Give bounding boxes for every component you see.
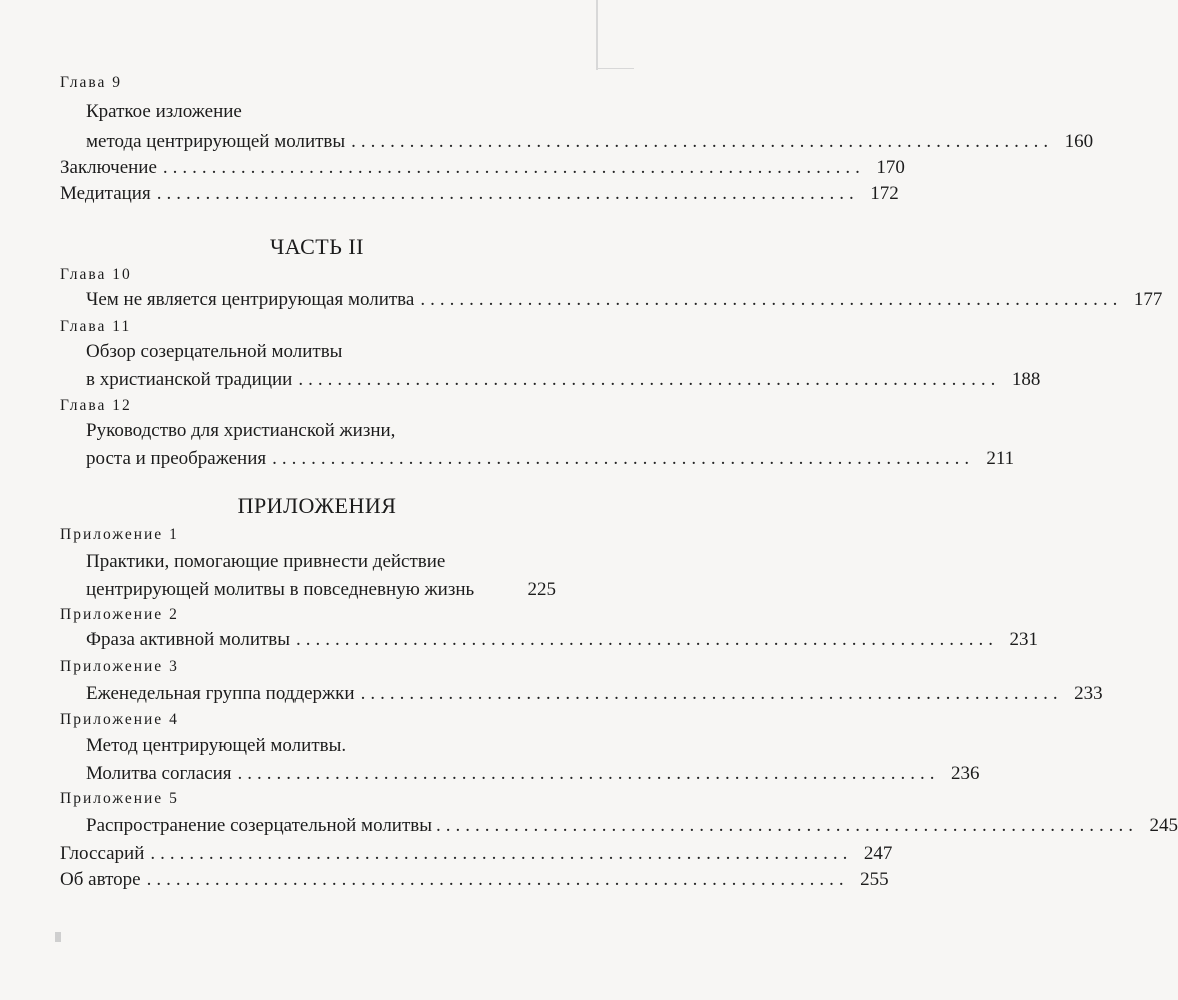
appendix-4-title-line2: Молитва согласия xyxy=(86,763,232,784)
appendix-2-heading: Приложение 2 xyxy=(60,606,179,623)
page-number: 247 xyxy=(863,843,893,864)
bleed-line xyxy=(596,0,598,70)
conclusion-title: Заключение xyxy=(60,157,157,178)
leader-dots: ........................................................................ xyxy=(436,815,1139,836)
appendix-5-title: Распространение созерцательной молитвы xyxy=(86,815,433,836)
toc-entry-chapter-10[interactable] xyxy=(86,288,1163,312)
appendix-1-heading: Приложение 1 xyxy=(60,526,179,543)
toc-entry-appendix-3[interactable] xyxy=(86,682,1103,706)
bleed-line xyxy=(598,68,634,69)
chapter-11-title-line2: в христианской традиции xyxy=(86,369,293,390)
page-number: 255 xyxy=(860,869,889,890)
appendix-3-title: Еженедельная группа поддержки xyxy=(86,683,355,704)
appendix-1-title-line1: Практики, помогающие привнести действие xyxy=(86,551,446,572)
toc-entry-chapter-9[interactable] xyxy=(86,130,1094,154)
leader-dots: ........................................................................ xyxy=(360,683,1063,704)
toc-entry-glossary[interactable] xyxy=(60,842,893,866)
toc-entry-chapter-12[interactable] xyxy=(86,447,1015,471)
leader-dots: ........................................................................ xyxy=(420,289,1123,310)
appendix-3-heading: Приложение 3 xyxy=(60,658,179,675)
leader-dots: ........................................................................ xyxy=(162,157,865,178)
toc-entry-conclusion[interactable] xyxy=(60,156,905,180)
appendix-1-title-line2: центрирующей молитвы в повседневную жизнь xyxy=(86,579,475,600)
leader-dots: ........................................................................ xyxy=(296,629,999,650)
page-number: 211 xyxy=(986,448,1015,469)
chapter-10-heading: Глава 10 xyxy=(60,266,132,283)
toc-entry-appendix-2[interactable] xyxy=(86,628,1039,652)
leader-dots: ........................................................................ xyxy=(351,131,1054,152)
page-number: 225 xyxy=(527,579,556,600)
meditation-title: Медитация xyxy=(60,183,151,204)
appendices-title: ПРИЛОЖЕНИЯ xyxy=(237,493,397,518)
chapter-9-title-line2: метода центрирующей молитвы xyxy=(86,131,346,152)
page-number: 233 xyxy=(1074,683,1103,704)
print-speck xyxy=(55,932,61,942)
chapter-11-title-line1: Обзор созерцательной молитвы xyxy=(86,341,343,362)
appendix-4-heading: Приложение 4 xyxy=(60,711,179,728)
leader-dots: ........................................................................ xyxy=(237,763,940,784)
page-number: 188 xyxy=(1011,369,1041,390)
chapter-9-heading: Глава 9 xyxy=(60,74,123,91)
chapter-10-title: Чем не является центрирующая молитва xyxy=(86,289,415,310)
toc-entry-about-author[interactable] xyxy=(60,868,889,892)
page-number: 172 xyxy=(870,183,899,204)
toc-entry-chapter-11[interactable] xyxy=(86,368,1041,392)
about-author-title: Об авторе xyxy=(60,869,141,890)
chapter-12-heading: Глава 12 xyxy=(60,397,132,414)
toc-entry-appendix-4[interactable] xyxy=(86,762,980,786)
appendix-2-title: Фраза активной молитвы xyxy=(86,629,291,650)
toc-entry-meditation[interactable] xyxy=(60,182,899,206)
page-number: 245 xyxy=(1149,815,1178,836)
leader-dots: ........................................................................ xyxy=(146,869,849,890)
part-2-title: ЧАСТЬ II xyxy=(270,234,364,259)
page-number: 160 xyxy=(1064,131,1094,152)
toc-entry-appendix-5[interactable] xyxy=(86,814,1178,838)
chapter-11-heading: Глава 11 xyxy=(60,318,132,335)
leader-dots: ........................................................................ xyxy=(272,448,975,469)
chapter-12-title-line1: Руководство для христианской жизни, xyxy=(86,420,396,441)
appendix-4-title-line1: Метод центрирующей молитвы. xyxy=(86,735,347,756)
chapter-12-title-line2: роста и преображения xyxy=(86,448,267,469)
page-number: 177 xyxy=(1133,289,1163,310)
chapter-9-title-line1: Краткое изложение xyxy=(86,101,242,122)
leader-dots: ........................................................................ xyxy=(298,369,1001,390)
glossary-title: Глоссарий xyxy=(60,843,145,864)
appendix-5-heading: Приложение 5 xyxy=(60,790,179,807)
page-number: 236 xyxy=(951,763,980,784)
page-number: 170 xyxy=(876,157,905,178)
toc-entry-appendix-1[interactable] xyxy=(86,578,556,602)
leader-dots: ........................................................................ xyxy=(150,843,853,864)
page-number: 231 xyxy=(1009,629,1039,650)
leader-dots: ........................................................................ xyxy=(156,183,859,204)
